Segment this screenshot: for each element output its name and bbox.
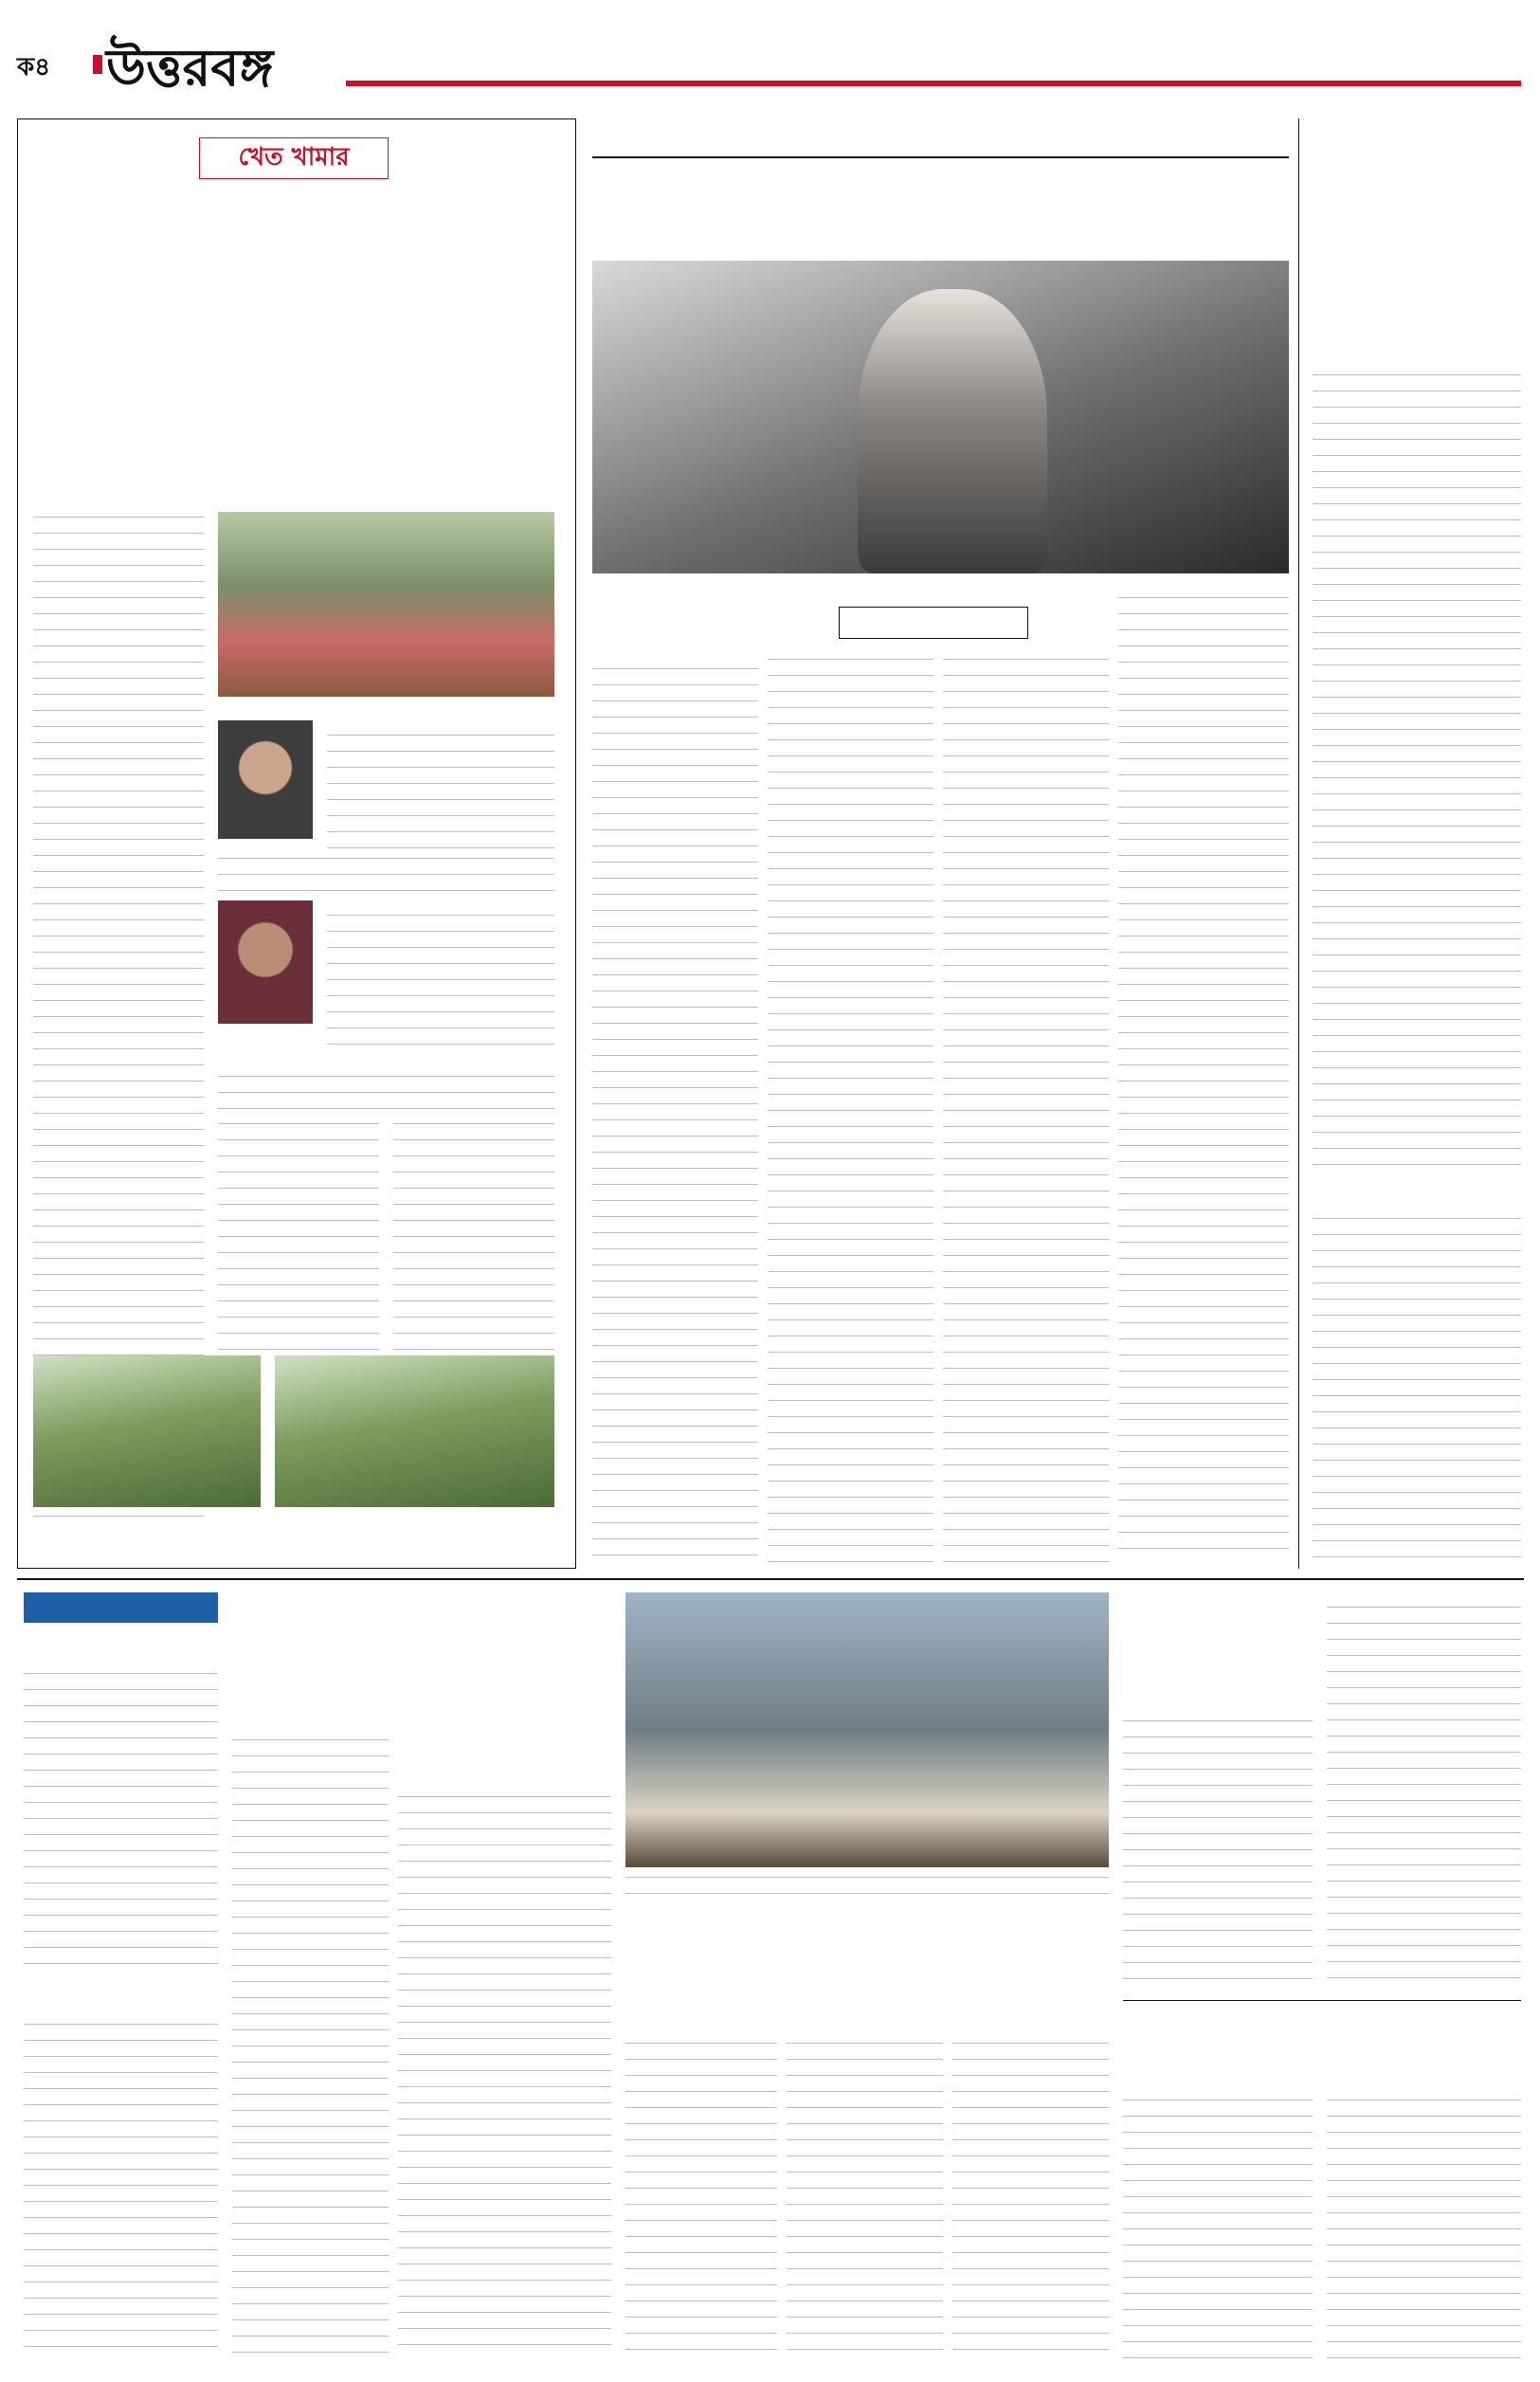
rally-photo-caption — [625, 1872, 1109, 1905]
scientist-portrait-2 — [218, 900, 313, 1024]
photo-figure — [858, 289, 1047, 573]
migrant-col2 — [1327, 1602, 1521, 1991]
masthead-red-tick — [93, 55, 102, 74]
dengue-col1 — [1123, 2095, 1313, 2360]
protest-col1 — [232, 1735, 389, 2360]
masthead — [0, 0, 1540, 114]
farm-quote-2 — [327, 910, 554, 1057]
masthead-red-rule — [346, 81, 1521, 86]
farm-meeting-photo — [218, 512, 554, 697]
farm-kicker: খেত খামার — [238, 143, 350, 172]
dengue-rule — [1123, 2000, 1521, 2001]
harvester-photo — [33, 1355, 261, 1507]
brief-item2-text — [24, 2019, 218, 2360]
survey-col3 — [952, 2038, 1109, 2360]
editorial-byline-box — [839, 607, 1028, 639]
section-title: উত্তরবঙ্গ — [106, 38, 274, 98]
editorial-photo — [592, 261, 1289, 573]
letters-col-2 — [1313, 1213, 1521, 1564]
protest-col2 — [398, 1791, 611, 2360]
editorial-rule-top — [592, 156, 1289, 158]
farm-col2-text — [218, 1118, 379, 1351]
scientist-1-caption — [218, 853, 554, 891]
editorial-col4 — [1118, 592, 1289, 1564]
survey-col2 — [787, 2038, 943, 2360]
drop-cap — [602, 592, 649, 664]
brief-header — [24, 1592, 218, 1623]
page-number: ক৪ — [17, 53, 51, 82]
scientist-2-caption — [218, 1071, 554, 1109]
protest-rally-photo — [625, 1592, 1109, 1867]
letters-divider — [1298, 118, 1299, 1569]
bottom-section-rule — [17, 1578, 1524, 1580]
survey-col1 — [625, 2038, 777, 2360]
paddy-field-photo — [275, 1355, 554, 1507]
letters-col-1 — [1313, 370, 1521, 1175]
farm-col3-text — [393, 1118, 554, 1351]
editorial-col3 — [943, 654, 1109, 1564]
migrant-col1 — [1123, 1716, 1313, 1991]
brief-item1-text — [24, 1668, 218, 1972]
dengue-col2 — [1327, 2095, 1521, 2360]
farm-kicker-box — [199, 137, 389, 179]
editorial-col1 — [592, 664, 758, 1564]
editorial-col2 — [768, 654, 933, 1564]
scientist-portrait-1 — [218, 720, 313, 839]
